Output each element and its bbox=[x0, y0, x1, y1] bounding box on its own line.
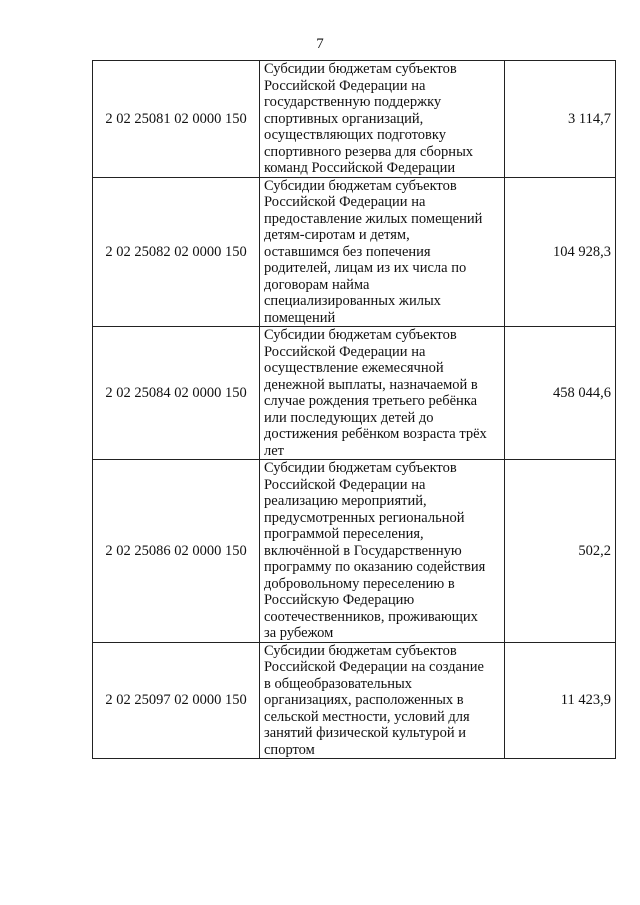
budget-classification-code: 2 02 25081 02 0000 150 bbox=[93, 61, 260, 178]
revenue-description bbox=[260, 327, 505, 460]
table-row bbox=[93, 61, 616, 178]
description-line: программой переселения, bbox=[264, 526, 424, 542]
description-line: осуществляющих подготовку bbox=[264, 127, 446, 143]
table-row bbox=[93, 460, 616, 643]
description-line: помещений bbox=[264, 309, 336, 326]
description-line: спортивного резерва для сборных bbox=[264, 143, 474, 160]
description-line: команд Российской Федерации bbox=[264, 160, 456, 176]
page-number: 7 bbox=[316, 36, 324, 52]
table-row bbox=[93, 177, 616, 327]
description-line: лет bbox=[264, 442, 285, 459]
description-line: включённой в Государственную bbox=[264, 542, 462, 559]
description-line: денежной выплаты, назначаемой в bbox=[264, 376, 478, 393]
description-line: Российскую Федерацию bbox=[264, 592, 415, 608]
description-line: Российской Федерации на bbox=[264, 194, 426, 210]
description-line: Субсидии бюджетам субъектов bbox=[264, 327, 457, 343]
revenue-description bbox=[260, 177, 505, 327]
budget-classification-code: 2 02 25097 02 0000 150 bbox=[93, 642, 260, 759]
description-line: осуществление ежемесячной bbox=[264, 360, 444, 376]
description-line: за рубежом bbox=[264, 625, 334, 641]
revenue-description bbox=[260, 61, 505, 178]
description-line: Российской Федерации на bbox=[264, 343, 426, 360]
description-line: предоставление жилых помещений bbox=[264, 210, 483, 227]
description-line: спортом bbox=[264, 741, 315, 758]
amount-value: 458 044,6 bbox=[505, 327, 616, 460]
amount-value: 104 928,3 bbox=[505, 177, 616, 327]
amount-value: 11 423,9 bbox=[505, 642, 616, 759]
description-line: предусмотренных региональной bbox=[264, 509, 465, 526]
description-line: родителей, лицам из их числа по bbox=[264, 260, 467, 276]
table-row bbox=[93, 327, 616, 460]
description-line: Российской Федерации на создание bbox=[264, 659, 484, 675]
description-line: программу по оказанию содействия bbox=[264, 559, 486, 575]
amount-value: 502,2 bbox=[505, 460, 616, 643]
description-line: Субсидии бюджетам субъектов bbox=[264, 177, 457, 194]
description-line: занятий физической культурой и bbox=[264, 725, 466, 741]
budget-classification-code: 2 02 25082 02 0000 150 bbox=[93, 177, 260, 327]
budget-classification-code: 2 02 25086 02 0000 150 bbox=[93, 460, 260, 643]
revenue-description bbox=[260, 460, 505, 643]
budget-table-body bbox=[93, 61, 616, 759]
description-line: государственную поддержку bbox=[264, 94, 442, 110]
description-line: сельской местности, условий для bbox=[264, 708, 470, 725]
description-line: Российской Федерации на bbox=[264, 77, 426, 94]
description-line: специализированных жилых bbox=[264, 293, 441, 309]
description-line: случае рождения третьего ребёнка bbox=[264, 393, 478, 409]
revenue-description bbox=[260, 642, 505, 759]
description-line: Субсидии бюджетам субъектов bbox=[264, 460, 457, 476]
description-line: спортивных организаций, bbox=[264, 110, 424, 127]
description-line: или последующих детей до bbox=[264, 409, 434, 426]
amount-value: 3 114,7 bbox=[505, 61, 616, 178]
description-line: оставшимся без попечения bbox=[264, 243, 431, 260]
table-row bbox=[93, 642, 616, 759]
description-line: реализацию мероприятий, bbox=[264, 493, 427, 509]
description-line: Субсидии бюджетам субъектов bbox=[264, 642, 457, 659]
description-line: детям-сиротам и детям, bbox=[264, 227, 410, 243]
description-line: соотечественников, проживающих bbox=[264, 608, 478, 625]
description-line: Российской Федерации на bbox=[264, 476, 426, 493]
description-line: договорам найма bbox=[264, 276, 370, 293]
budget-table bbox=[92, 60, 616, 759]
budget-classification-code: 2 02 25084 02 0000 150 bbox=[93, 327, 260, 460]
description-line: в общеобразовательных bbox=[264, 675, 412, 692]
description-line: организациях, расположенных в bbox=[264, 692, 464, 708]
description-line: достижения ребёнком возраста трёх bbox=[264, 426, 487, 442]
description-line: Субсидии бюджетам субъектов bbox=[264, 61, 457, 77]
description-line: добровольному переселению в bbox=[264, 575, 455, 592]
